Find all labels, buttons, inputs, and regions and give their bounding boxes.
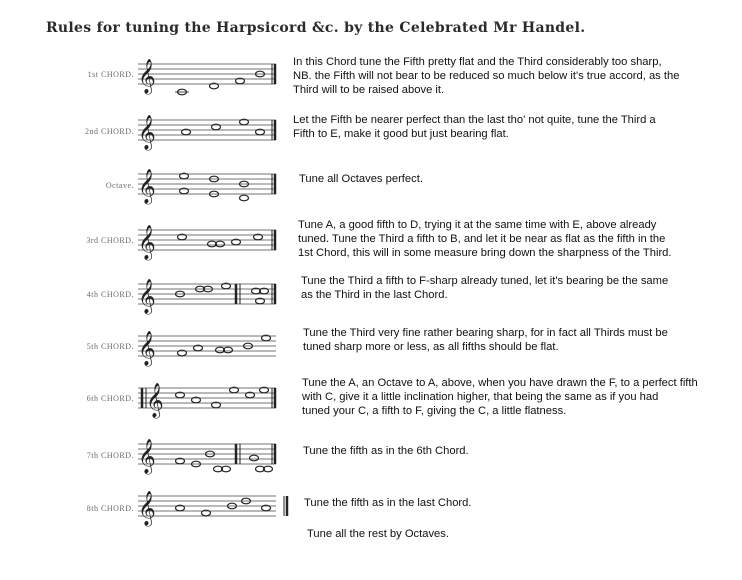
- staff-6: [136, 328, 286, 374]
- chord-description-1: In this Chord tune the Fifth pretty flat and the Third considerably too sharp, NB. the Fifth will not bear to be reduced so much below it's true accord, as the Third will to be raised above it.: [293, 56, 680, 96]
- chord-label-5: 4th CHORD.: [86, 290, 134, 299]
- chord-description-6: Tune the Third very fine rather bearing sharp, for in fact all Thirds must be tuned sharp more or less, as all fifths should be flat.: [303, 327, 668, 353]
- chord-description-7: Tune the A, an Octave to A, above, when you have drawn the F, to a perfect fifth with C, give it a little inclination higher, that being the same as if you had tuned your C, a fifth to F, giving the C, a little flatness.: [302, 377, 698, 417]
- svg-text:𝄞: 𝄞: [138, 225, 156, 260]
- staff-9: [136, 488, 286, 538]
- chord-label-9: 8th CHORD.: [86, 504, 134, 513]
- chord-description-9: Tune the fifth as in the last Chord.: [304, 497, 472, 509]
- svg-text:𝄞: 𝄞: [138, 59, 156, 94]
- staff-4: [136, 222, 286, 268]
- staff-3: [136, 166, 286, 212]
- footer-note: Tune all the rest by Octaves.: [307, 528, 449, 540]
- chord-description-4: Tune A, a good fifth to D, trying it at the same time with E, above already tuned. Tune the Third a fifth to B, and let it be near as flat as the fifth in the 1st Chord, this will in some measure bring down the sharpness of the Third.: [298, 219, 672, 259]
- svg-text:𝄞: 𝄞: [138, 331, 156, 366]
- staff-1: [136, 56, 286, 102]
- svg-text:𝄞: 𝄞: [138, 491, 156, 526]
- chord-description-3: Tune all Octaves perfect.: [299, 173, 423, 185]
- chord-label-4: 3rd CHORD.: [86, 236, 134, 245]
- staff-5: [136, 276, 286, 322]
- staff-2: [136, 112, 286, 158]
- chord-label-3: Octave.: [105, 181, 134, 190]
- chord-description-5: Tune the Third a fifth to F-sharp already tuned, let it's bearing be the same as the Third in the last Chord.: [301, 275, 669, 301]
- svg-text:𝄞: 𝄞: [146, 383, 164, 418]
- chord-label-8: 7th CHORD.: [86, 451, 134, 460]
- svg-text:𝄞: 𝄞: [138, 115, 156, 150]
- chord-description-2: Let the Fifth be nearer perfect than the last tho' not quite, tune the Third a Fifth to E, make it good but just bearing flat.: [293, 114, 656, 140]
- staff-7: [136, 380, 286, 426]
- chord-label-1: 1st CHORD.: [87, 70, 134, 79]
- chord-label-7: 6th CHORD.: [86, 394, 134, 403]
- svg-text:𝄞: 𝄞: [138, 169, 156, 204]
- chord-description-8: Tune the fifth as in the 6th Chord.: [303, 445, 469, 457]
- chord-label-6: 5th CHORD.: [86, 342, 134, 351]
- staff-8: [136, 436, 286, 482]
- chord-label-2: 2nd CHORD.: [84, 127, 134, 136]
- page-title: Rules for tuning the Harpsicord &c. by the Celebrated Mr Handel.: [46, 20, 586, 36]
- svg-text:𝄞: 𝄞: [138, 439, 156, 474]
- svg-text:𝄞: 𝄞: [138, 279, 156, 314]
